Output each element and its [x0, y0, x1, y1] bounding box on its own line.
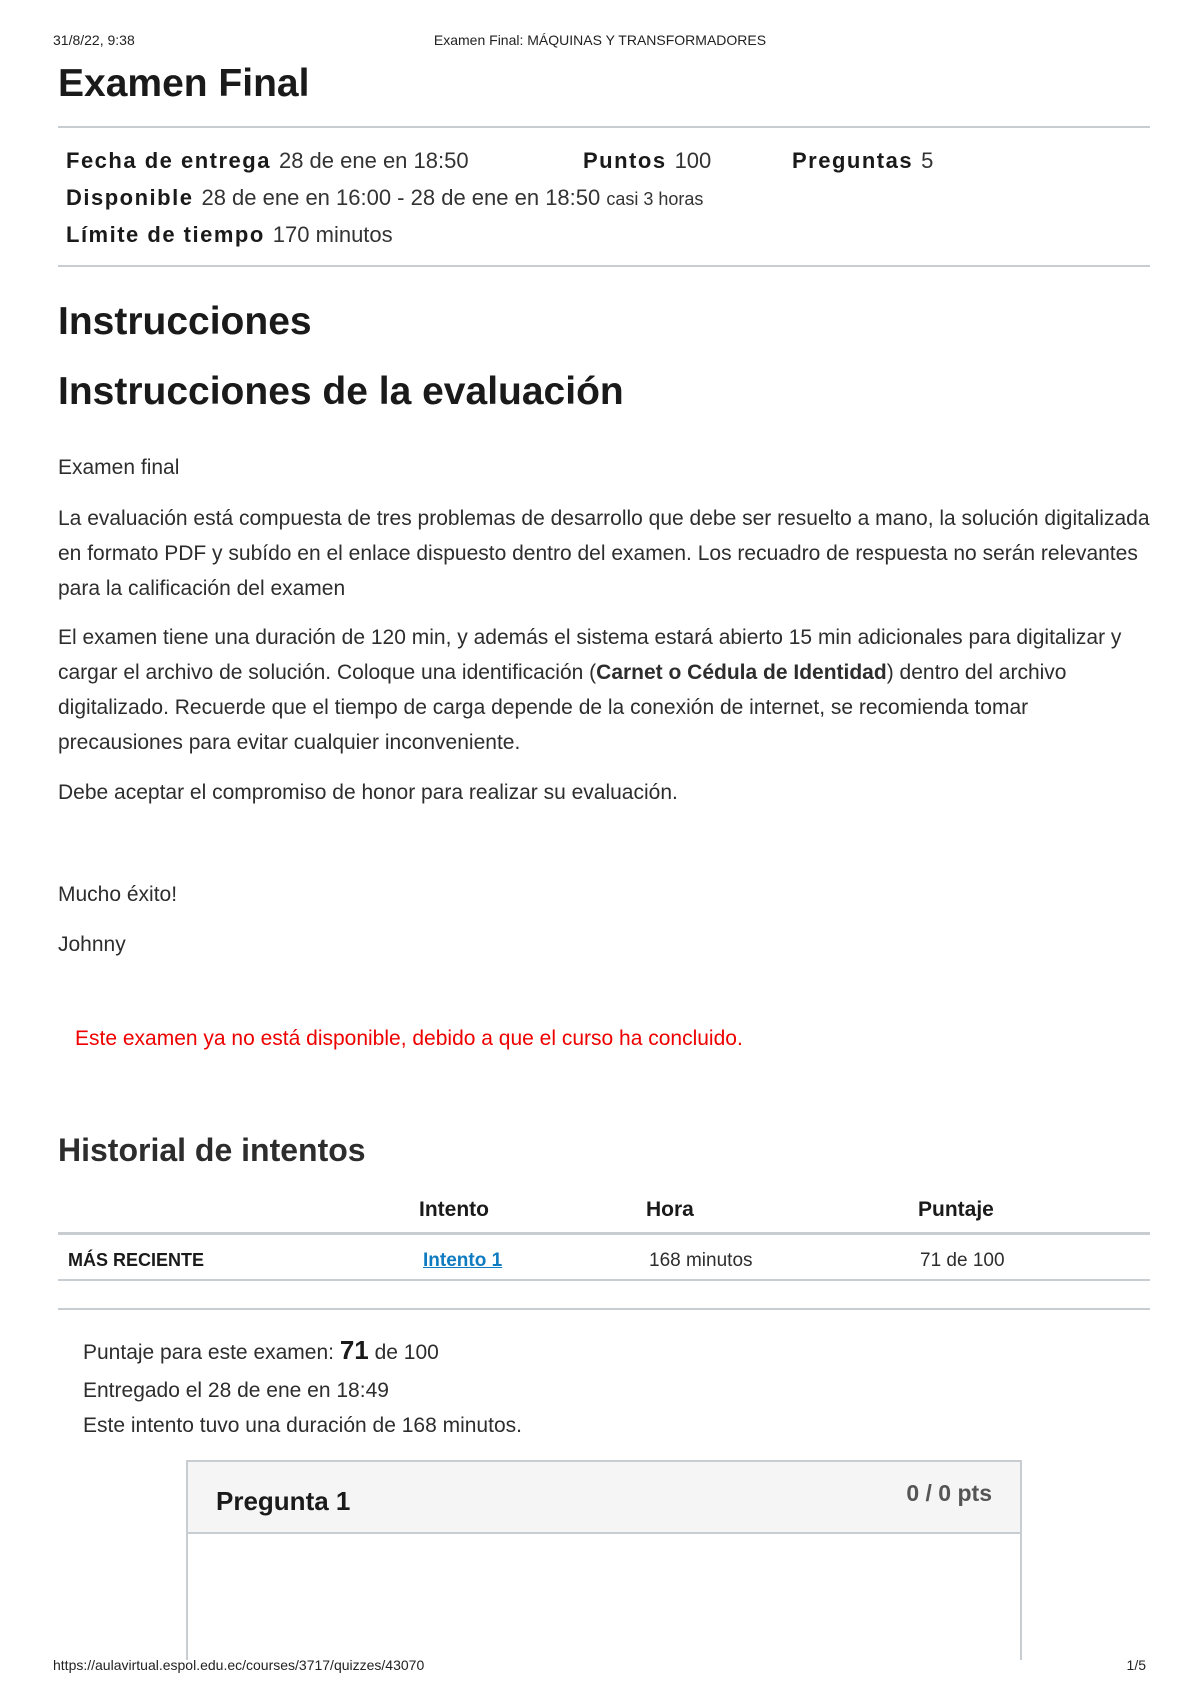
available-label: Disponible: [66, 185, 194, 210]
print-footer: [0, 1657, 1200, 1677]
instructions-subheading: Instrucciones de la evaluación: [58, 370, 624, 413]
column-header: Hora: [646, 1198, 694, 1221]
points-label: Puntos: [583, 148, 667, 173]
score-suffix: de 100: [374, 1341, 439, 1364]
time-limit-label: Límite de tiempo: [66, 222, 265, 247]
print-header: [0, 32, 1200, 52]
column-header: Puntaje: [918, 1198, 994, 1221]
quiz-questions: [792, 148, 933, 174]
instructions-paragraph: La evaluación está compuesta de tres problemas de desarrollo que debe ser resuelto a mano, la solución digitalizada en formato PDF y subído en el enlace dispuesto dentro del examen. Los recuadro de respuesta no serán relevantes para la calificación del examen: [58, 507, 1150, 600]
quiz-time-limit: [66, 222, 393, 248]
available-note: casi 3 horas: [606, 189, 704, 209]
divider: [58, 126, 1150, 128]
quiz-score: [83, 1333, 439, 1370]
instructions-bold-text: Carnet o Cédula de Identidad: [596, 661, 887, 684]
print-date: 31/8/22, 9:38: [53, 32, 135, 48]
divider: [58, 265, 1150, 267]
history-heading: Historial de intentos: [58, 1132, 366, 1168]
print-url: https://aulavirtual.espol.edu.ec/courses/3717/quizzes/43070: [53, 1657, 425, 1673]
question-points: 0 / 0 pts: [906, 1480, 992, 1506]
instructions-heading: Instrucciones: [58, 300, 312, 343]
questions-value: 5: [921, 148, 934, 173]
print-page-number: 1/5: [1126, 1657, 1146, 1673]
question-card: [186, 1460, 1022, 1660]
instructions-text: El examen tiene una duración de 120 min, y además el sistema estará abierto 15 min adicionales para digitalizar y cargar el archivo de solución. Coloque una identificación (: [58, 626, 1122, 684]
instructions-paragraph: Examen final: [58, 456, 180, 479]
quiz-due-date: [66, 148, 469, 174]
instructions-text: ) dentro del archivo digitalizado. Recuerde que el tiempo de carga depende de la conexión de internet, se recomienda tomar precausiones para evitar cualquier inconveniente.: [58, 661, 1067, 754]
score-prefix: Puntaje para este examen:: [83, 1341, 334, 1364]
quiz-availability: [66, 185, 703, 211]
instructions-paragraph: Debe aceptar el compromiso de honor para realizar su evaluación.: [58, 781, 678, 804]
time-limit-value: 170 minutos: [272, 222, 393, 247]
attempt-duration: Este intento tuvo una duración de 168 minutos.: [83, 1414, 522, 1437]
quiz-points: [583, 148, 711, 174]
attempt-time: 168 minutos: [649, 1250, 753, 1271]
points-value: 100: [674, 148, 712, 173]
submitted-date: Entregado el 28 de ene en 18:49: [83, 1379, 389, 1402]
page-title: Examen Final: [58, 62, 310, 105]
question-title: Pregunta 1: [216, 1486, 351, 1516]
table-header-divider: [58, 1232, 1150, 1235]
question-header: [188, 1462, 1020, 1534]
column-header: Intento: [419, 1198, 489, 1221]
instructions-signature: Johnny: [58, 933, 126, 956]
divider: [58, 1308, 1150, 1310]
available-value: 28 de ene en 16:00 - 28 de ene en 18:50: [201, 185, 601, 210]
due-value: 28 de ene en 18:50: [278, 148, 469, 173]
attempt-score: 71 de 100: [920, 1250, 1005, 1271]
row-label: MÁS RECIENTE: [68, 1250, 205, 1270]
print-title: Examen Final: MÁQUINAS Y TRANSFORMADORES: [433, 32, 767, 48]
questions-label: Preguntas: [792, 148, 914, 173]
attempt-link[interactable]: Intento 1: [423, 1250, 503, 1271]
score-value: 71: [339, 1335, 369, 1365]
instructions-paragraph: Mucho éxito!: [58, 883, 178, 906]
unavailable-notice: Este examen ya no está disponible, debido a que el curso ha concluido.: [75, 1027, 743, 1050]
table-row-divider: [58, 1279, 1150, 1281]
instructions-paragraph: [58, 620, 1158, 760]
due-label: Fecha de entrega: [66, 148, 271, 173]
